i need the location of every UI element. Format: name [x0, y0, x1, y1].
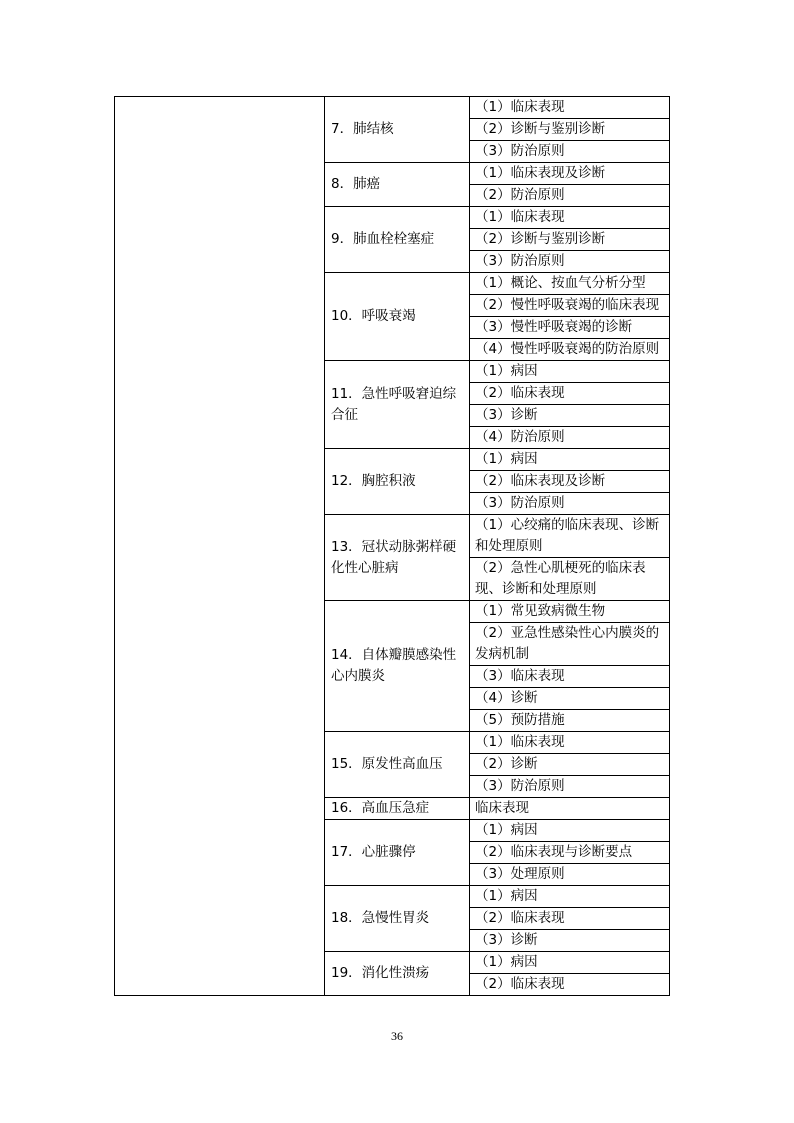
requirement-cell: （3）临床表现 [470, 666, 670, 688]
syllabus-table-body [115, 97, 670, 996]
requirement-cell: （1）临床表现 [470, 732, 670, 754]
requirement-cell: （2）慢性呼吸衰竭的临床表现 [470, 295, 670, 317]
requirement-cell: （2）亚急性感染性心内膜炎的发病机制 [470, 623, 670, 666]
topic-cell: 15．原发性高血压 [325, 732, 470, 798]
requirement-cell: （2）诊断与鉴别诊断 [470, 229, 670, 251]
requirement-cell: （5）预防措施 [470, 710, 670, 732]
requirement-cell: （1）病因 [470, 952, 670, 974]
topic-cell: 10．呼吸衰竭 [325, 273, 470, 361]
requirement-cell: （3）处理原则 [470, 864, 670, 886]
requirement-cell: （1）病因 [470, 820, 670, 842]
table-row [115, 97, 670, 119]
requirement-cell: （1）概论、按血气分析分型 [470, 273, 670, 295]
requirement-cell: （4）诊断 [470, 688, 670, 710]
requirement-cell: （2）临床表现与诊断要点 [470, 842, 670, 864]
requirement-cell: （3）防治原则 [470, 251, 670, 273]
requirement-cell: （3）防治原则 [470, 141, 670, 163]
requirement-cell: （2）临床表现 [470, 908, 670, 930]
requirement-cell: （3）慢性呼吸衰竭的诊断 [470, 317, 670, 339]
page-number: 36 [391, 1029, 403, 1043]
requirement-cell: （1）病因 [470, 886, 670, 908]
topic-cell: 14．自体瓣膜感染性心内膜炎 [325, 601, 470, 732]
requirement-cell: （2）防治原则 [470, 185, 670, 207]
requirement-cell: （1）临床表现及诊断 [470, 163, 670, 185]
requirement-cell: （2）急性心肌梗死的临床表现、诊断和处理原则 [470, 558, 670, 601]
requirement-cell: （1）病因 [470, 449, 670, 471]
topic-cell: 7．肺结核 [325, 97, 470, 163]
requirement-cell: （1）临床表现 [470, 97, 670, 119]
requirement-cell: （2）诊断 [470, 754, 670, 776]
requirement-cell: （2）诊断与鉴别诊断 [470, 119, 670, 141]
topic-cell: 8．肺癌 [325, 163, 470, 207]
requirement-cell: （2）临床表现 [470, 383, 670, 405]
requirement-cell: （3）防治原则 [470, 493, 670, 515]
requirement-cell: （1）病因 [470, 361, 670, 383]
topic-cell: 19．消化性溃疡 [325, 952, 470, 996]
requirement-cell: （1）临床表现 [470, 207, 670, 229]
requirement-cell: 临床表现 [470, 798, 670, 820]
topic-cell: 17．心脏骤停 [325, 820, 470, 886]
requirement-cell: （3）防治原则 [470, 776, 670, 798]
topic-cell: 18．急慢性胃炎 [325, 886, 470, 952]
requirement-cell: （1）常见致病微生物 [470, 601, 670, 623]
topic-cell: 12．胸腔积液 [325, 449, 470, 515]
unit-cell [115, 97, 325, 996]
requirement-cell: （2）临床表现及诊断 [470, 471, 670, 493]
requirement-cell: （4）慢性呼吸衰竭的防治原则 [470, 339, 670, 361]
requirement-cell: （4）防治原则 [470, 427, 670, 449]
topic-cell: 9．肺血栓栓塞症 [325, 207, 470, 273]
requirement-cell: （2）临床表现 [470, 974, 670, 996]
topic-cell: 16．高血压急症 [325, 798, 470, 820]
topic-cell: 11．急性呼吸窘迫综合征 [325, 361, 470, 449]
syllabus-table [114, 96, 670, 996]
requirement-cell: （3）诊断 [470, 405, 670, 427]
requirement-cell: （3）诊断 [470, 930, 670, 952]
requirement-cell: （1）心绞痛的临床表现、诊断和处理原则 [470, 515, 670, 558]
topic-cell: 13．冠状动脉粥样硬化性心脏病 [325, 515, 470, 601]
